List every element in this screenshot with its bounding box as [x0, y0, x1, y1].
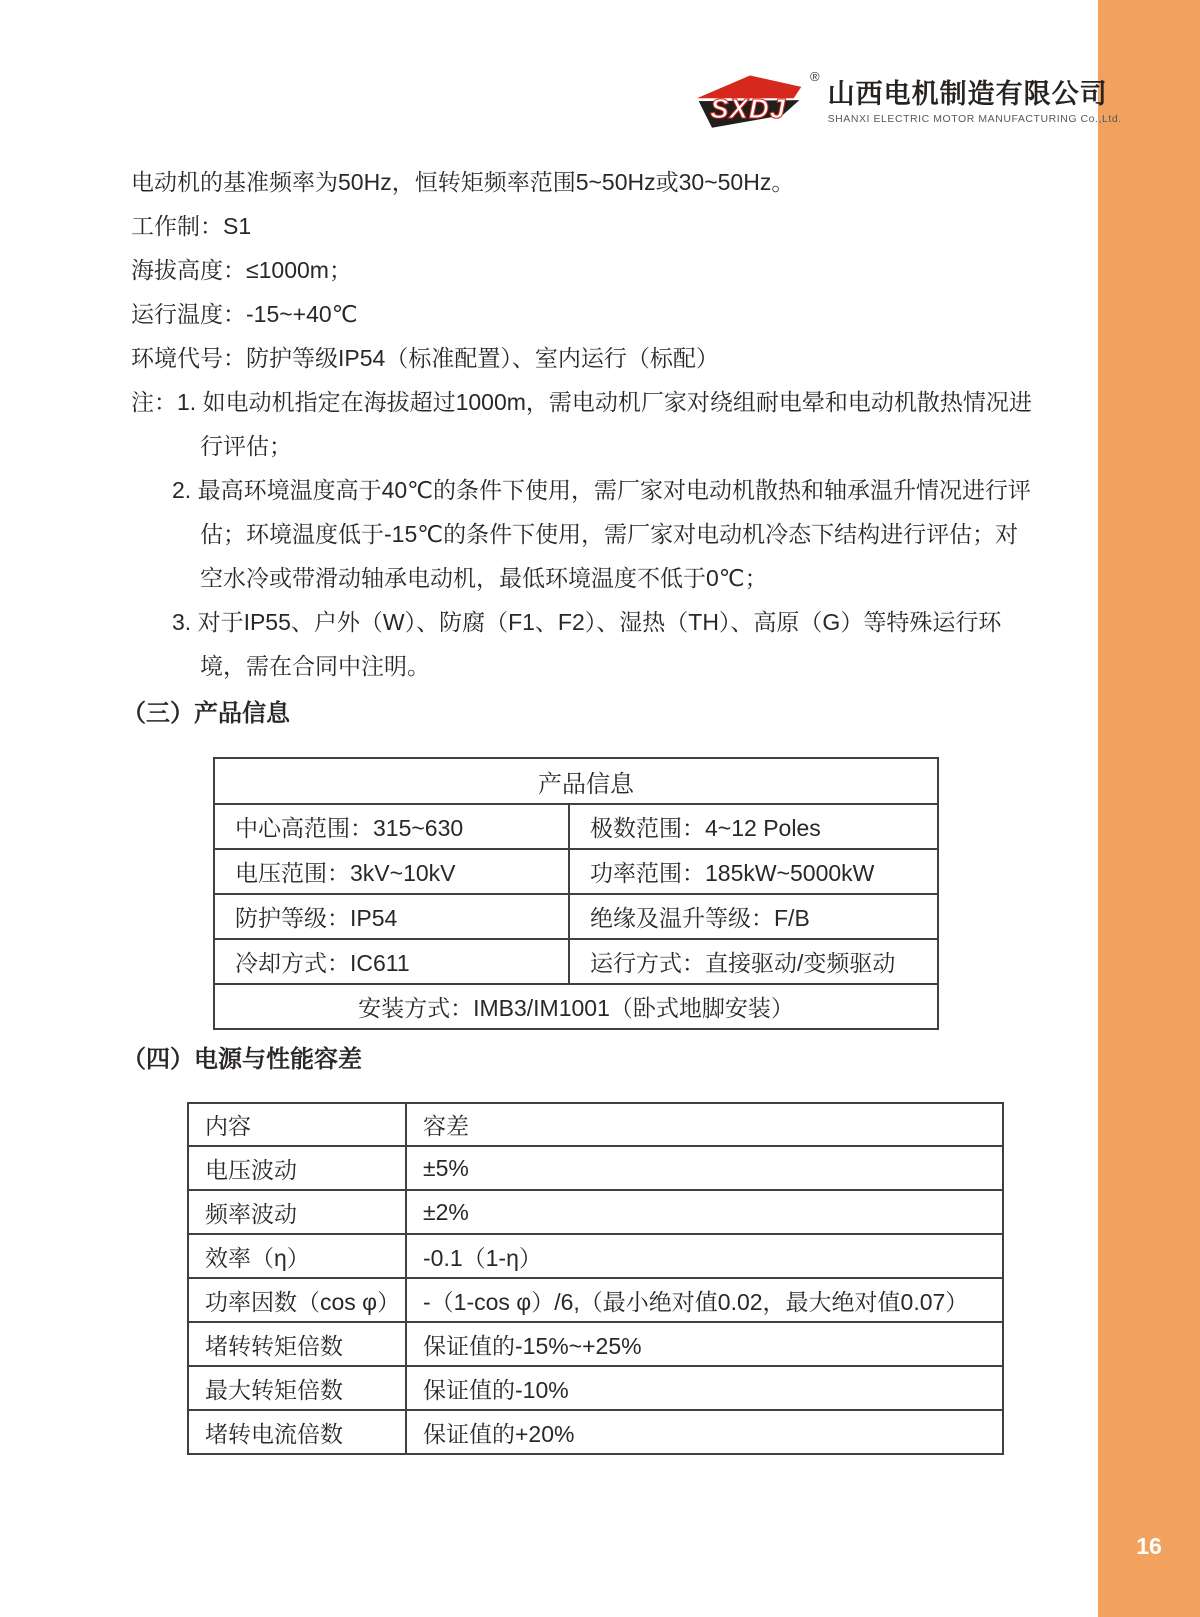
- table-cell: 频率波动: [188, 1190, 406, 1234]
- table-footer-cell: 安装方式：IMB3/IM1001（卧式地脚安装）: [214, 984, 938, 1029]
- table-cell: 极数范围：4~12 Poles: [569, 804, 938, 849]
- table-cell: 功率范围：185kW~5000kW: [569, 849, 938, 894]
- table-row: [214, 984, 938, 1029]
- table-header-row: [188, 1103, 1003, 1146]
- table-cell: -0.1（1-η）: [406, 1234, 1003, 1278]
- company-name-block: [828, 80, 1122, 125]
- table-cell: 电压范围：3kV~10kV: [214, 849, 569, 894]
- table-cell: 堵转转矩倍数: [188, 1322, 406, 1366]
- company-name-en: SHANXI ELECTRIC MOTOR MANUFACTURING Co.,Ltd.: [827, 112, 1122, 125]
- table-caption: 产品信息: [214, 758, 938, 804]
- table-row: [214, 804, 938, 849]
- table-row: [214, 849, 938, 894]
- tolerance-table: [187, 1102, 1004, 1455]
- table-cell: 冷却方式：IC611: [214, 939, 569, 984]
- header: [693, 70, 1122, 136]
- table-cell: ±2%: [406, 1190, 1003, 1234]
- column-header: 容差: [406, 1103, 1003, 1146]
- table-row: [188, 1410, 1003, 1454]
- page-number: 16: [1136, 1533, 1162, 1559]
- registered-trademark: ®: [810, 69, 820, 84]
- table-cell: 最大转矩倍数: [188, 1366, 406, 1410]
- accent-sidebar: [1098, 0, 1200, 1617]
- body-line: 注：1. 如电动机指定在海拔超过1000m，需电动机厂家对绕组耐电晕和电动机散热情况进: [131, 389, 1032, 415]
- table-row: [214, 939, 938, 984]
- section-title-product-info: （三）产品信息: [122, 700, 290, 727]
- body-line: 运行温度：-15~+40℃: [131, 301, 358, 327]
- table-row: [214, 894, 938, 939]
- table-row: [188, 1146, 1003, 1190]
- table-cell: 保证值的+20%: [406, 1410, 1003, 1454]
- body-line: 空水冷或带滑动轴承电动机，最低环境温度不低于0℃；: [200, 565, 768, 591]
- table-row: [188, 1190, 1003, 1234]
- section-title-power-tolerance: （四）电源与性能容差: [122, 1046, 362, 1073]
- table-cell: 中心高范围：315~630: [214, 804, 569, 849]
- body-line: 2. 最高环境温度高于40℃的条件下使用，需厂家对电动机散热和轴承温升情况进行评: [172, 477, 1031, 503]
- table-row: [188, 1234, 1003, 1278]
- body-line: 海拔高度：≤1000m；: [131, 257, 352, 283]
- table-cell: ±5%: [406, 1146, 1003, 1190]
- table-cell: 堵转电流倍数: [188, 1410, 406, 1454]
- table-cell: 防护等级：IP54: [214, 894, 569, 939]
- table-row: [188, 1278, 1003, 1322]
- table-cell: 效率（η）: [188, 1234, 406, 1278]
- table-row: [188, 1366, 1003, 1410]
- table-cell: 功率因数（cos φ）: [188, 1278, 406, 1322]
- table-row: [188, 1322, 1003, 1366]
- column-header: 内容: [188, 1103, 406, 1146]
- table-cell: 保证值的-10%: [406, 1366, 1003, 1410]
- table-cell: 绝缘及温升等级：F/B: [569, 894, 938, 939]
- body-line: 环境代号：防护等级IP54（标准配置）、室内运行（标配）: [131, 345, 719, 371]
- body-line: 3. 对于IP55、户外（W）、防腐（F1、F2）、湿热（TH）、高原（G）等特殊运行环: [172, 609, 1002, 635]
- body-line: 境，需在合同中注明。: [200, 653, 430, 679]
- body-line: 估；环境温度低于-15℃的条件下使用，需厂家对电动机冷态下结构进行评估；对: [200, 521, 1019, 547]
- company-name-cn: 山西电机制造有限公司: [827, 79, 1108, 109]
- sxdj-logo-icon: [693, 70, 807, 136]
- table-cell: 电压波动: [188, 1146, 406, 1190]
- page-content: [0, 160, 1098, 1455]
- body-line: 工作制：S1: [131, 213, 252, 239]
- table-row: [214, 758, 938, 804]
- table-cell: 保证值的-15%~+25%: [406, 1322, 1003, 1366]
- table-cell: 运行方式：直接驱动/变频驱动: [569, 939, 938, 984]
- body-line: 行评估；: [200, 433, 292, 459]
- table-cell: -（1-cos φ）/6,（最小绝对值0.02，最大绝对值0.07）: [406, 1278, 1003, 1322]
- product-info-table: [213, 757, 939, 1030]
- body-line: 电动机的基准频率为50Hz，恒转矩频率范围5~50Hz或30~50Hz。: [131, 169, 795, 195]
- sxdj-logo-text: SXDJ: [710, 93, 786, 125]
